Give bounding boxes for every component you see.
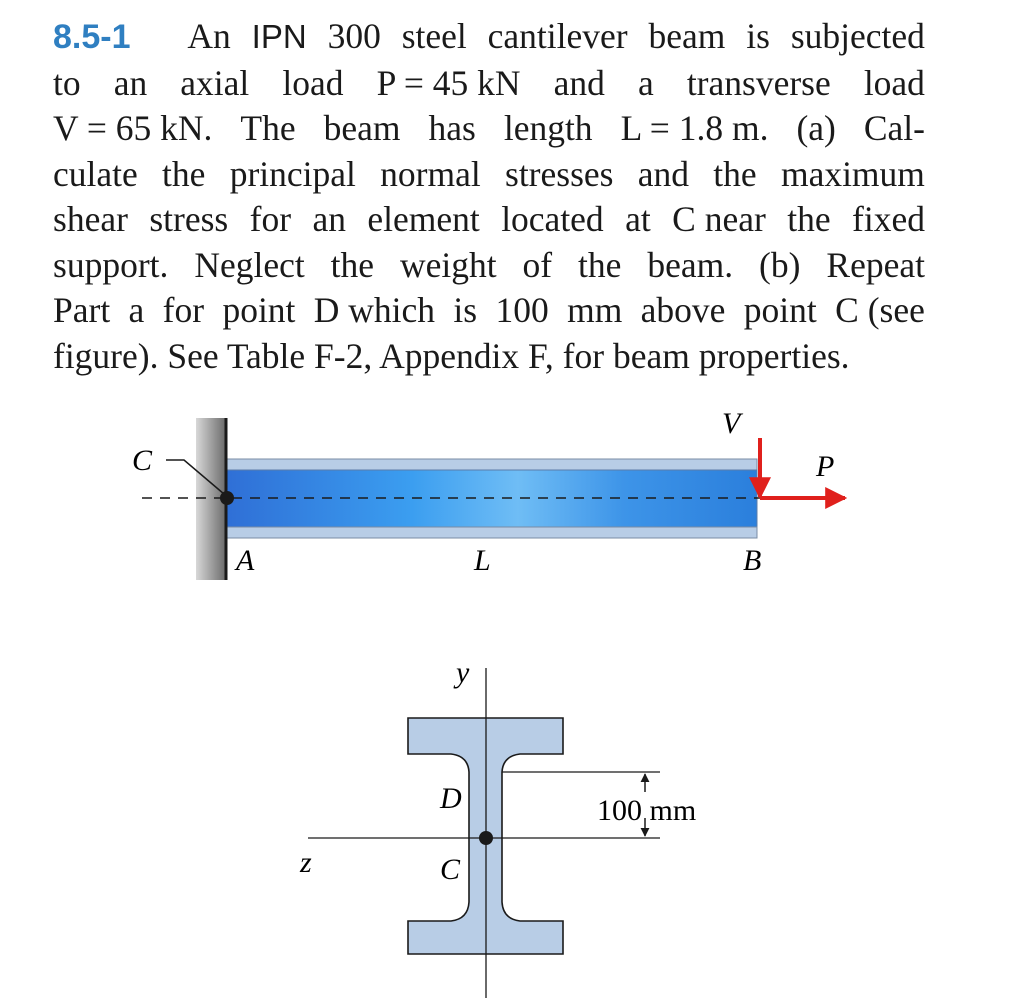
word: 100	[495, 290, 549, 330]
label-y: y	[456, 656, 470, 689]
word: above	[640, 290, 726, 330]
word: has	[428, 108, 476, 148]
length-value: L = 1.8 m.	[620, 108, 769, 148]
word: figure). See Table F-2, Appendix F, for beam properties.	[53, 335, 850, 376]
word: a	[128, 290, 145, 330]
word: Part	[53, 290, 111, 330]
axial-load-value: P = 45 kN	[376, 62, 521, 103]
word: is	[453, 290, 478, 330]
point-c-section-marker	[479, 831, 493, 845]
word: an	[312, 199, 346, 239]
word: (a)	[796, 108, 836, 148]
word: an	[113, 62, 148, 103]
word: Neglect	[194, 244, 305, 285]
label-b: B	[743, 544, 762, 577]
word: An	[187, 16, 231, 56]
label-a: A	[236, 544, 255, 577]
word: beam	[323, 108, 401, 148]
word: point	[222, 290, 296, 330]
word: a	[637, 62, 654, 103]
label-d: D	[440, 782, 462, 815]
word: normal	[380, 153, 481, 194]
word: shear	[53, 199, 128, 239]
label-l: L	[474, 544, 491, 577]
word: cantilever	[487, 16, 628, 56]
word: C (see	[835, 290, 925, 330]
word: load	[282, 62, 344, 103]
word: the	[713, 153, 757, 194]
dim-label: 100 mm	[597, 794, 697, 827]
word: stresses	[505, 153, 614, 194]
word: beam	[648, 16, 726, 56]
label-z: z	[300, 846, 312, 879]
word: the	[162, 153, 206, 194]
problem-number: 8.5-1	[53, 18, 131, 56]
word: length	[503, 108, 593, 148]
word: The	[240, 108, 296, 148]
word: the	[578, 244, 622, 285]
word: at	[625, 199, 651, 239]
word: of	[522, 244, 553, 285]
word: subjected	[790, 16, 925, 56]
label-c-section: C	[440, 853, 461, 886]
word: 300	[327, 16, 381, 56]
word: Repeat	[826, 244, 925, 285]
word: to	[53, 62, 81, 103]
word: D which	[313, 290, 436, 330]
word: principal	[229, 153, 356, 194]
word: the	[787, 199, 831, 239]
word: support.	[53, 244, 169, 285]
word: Cal-	[863, 108, 925, 148]
word: culate	[53, 153, 138, 194]
word: axial	[180, 62, 250, 103]
word: and	[553, 62, 605, 103]
word: and	[637, 153, 690, 194]
label-c-beam: C	[132, 444, 153, 477]
word: mm	[567, 290, 623, 330]
word: fixed	[852, 199, 925, 239]
label-p: P	[816, 450, 835, 483]
word: the	[330, 244, 375, 285]
word: C near	[672, 199, 766, 239]
word: is	[746, 16, 770, 56]
word: stress	[149, 199, 229, 239]
word: (b)	[759, 244, 801, 285]
word: transverse	[686, 62, 831, 103]
word: weight	[399, 244, 497, 285]
word: beam.	[647, 244, 734, 285]
word: load	[863, 62, 925, 103]
word: IPN	[251, 18, 307, 55]
word: located	[501, 199, 604, 239]
word: for	[162, 290, 205, 330]
cantilever-beam	[226, 418, 757, 580]
word: steel	[401, 16, 467, 56]
transverse-load-value: V = 65 kN.	[53, 108, 213, 148]
word: maximum	[780, 153, 925, 194]
word: for	[249, 199, 292, 239]
word: point	[743, 290, 817, 330]
label-v: V	[722, 407, 741, 440]
word: element	[367, 199, 480, 239]
